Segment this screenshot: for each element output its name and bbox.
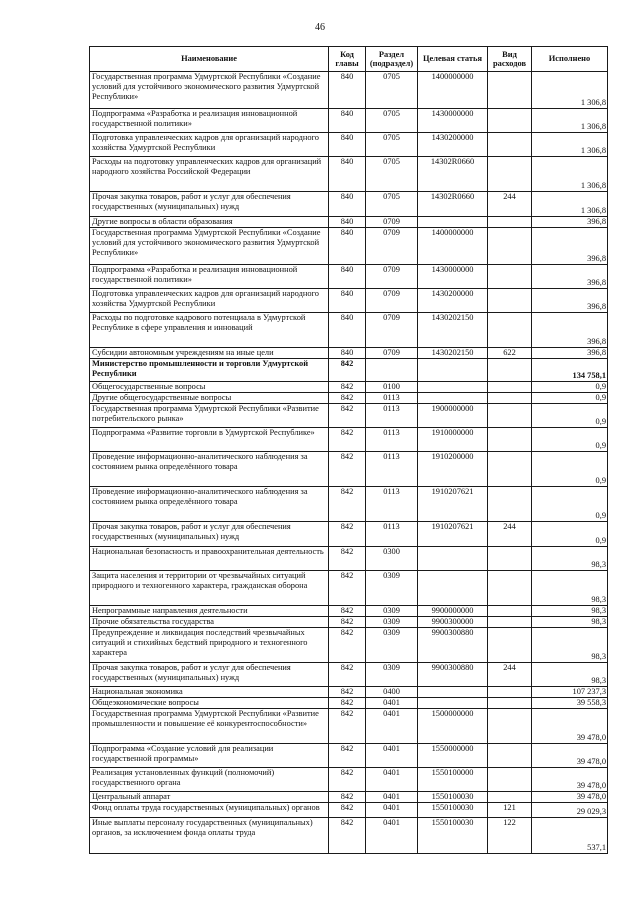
table-row (90, 803, 608, 818)
cell-section: 0113 (366, 487, 418, 522)
cell-article: 1550100030 (418, 818, 488, 854)
table-row (90, 768, 608, 792)
col-header-executed: Исполнено (532, 47, 608, 72)
cell-code: 842 (329, 628, 366, 663)
cell-executed: 39 478,0 (532, 792, 608, 803)
table-row (90, 452, 608, 487)
cell-type (488, 265, 532, 289)
table-row (90, 217, 608, 228)
cell-section: 0709 (366, 265, 418, 289)
cell-article: 1910000000 (418, 428, 488, 452)
col-header-section: Раздел (подраздел) (366, 47, 418, 72)
cell-executed: 396,8 (532, 228, 608, 265)
cell-name: Прочая закупка товаров, работ и услуг для обеспечения государственных (муниципальных) нужд (90, 663, 329, 687)
cell-code: 842 (329, 359, 366, 382)
table-row (90, 133, 608, 157)
cell-section: 0309 (366, 628, 418, 663)
cell-executed: 0,9 (532, 393, 608, 404)
cell-name: Общеэкономические вопросы (90, 698, 329, 709)
cell-executed: 0,9 (532, 522, 608, 547)
cell-type: 244 (488, 663, 532, 687)
table-row (90, 744, 608, 768)
table-row (90, 606, 608, 617)
cell-name: Государственная программа Удмуртской Республики «Развитие промышленности и повышение её конкурентоспособности» (90, 709, 329, 744)
cell-code: 840 (329, 217, 366, 228)
cell-name: Расходы на подготовку управленческих кадров для организаций народного хозяйства Российской Федерации (90, 157, 329, 192)
cell-name: Другие вопросы в области образования (90, 217, 329, 228)
cell-article: 14302R0660 (418, 157, 488, 192)
cell-name: Другие общегосударственные вопросы (90, 393, 329, 404)
cell-name: Подготовка управленческих кадров для организаций народного хозяйства Удмуртской Республики (90, 289, 329, 313)
cell-article: 1550100000 (418, 768, 488, 792)
cell-executed: 98,3 (532, 606, 608, 617)
cell-section: 0709 (366, 228, 418, 265)
cell-section: 0309 (366, 606, 418, 617)
cell-section: 0300 (366, 547, 418, 571)
table-row (90, 192, 608, 217)
cell-executed: 1 306,8 (532, 109, 608, 133)
cell-name: Национальная экономика (90, 687, 329, 698)
cell-code: 840 (329, 72, 366, 109)
cell-type (488, 687, 532, 698)
table-row (90, 818, 608, 854)
cell-article: 9900300000 (418, 617, 488, 628)
cell-name: Иные выплаты персоналу государственных (муниципальных) органов, за исключением фонда оплаты труда (90, 818, 329, 854)
table-row (90, 663, 608, 687)
cell-code: 840 (329, 348, 366, 359)
cell-type (488, 109, 532, 133)
cell-article: 1400000000 (418, 72, 488, 109)
cell-type (488, 698, 532, 709)
cell-name: Фонд оплаты труда государственных (муниципальных) органов (90, 803, 329, 818)
cell-executed: 1 306,8 (532, 72, 608, 109)
table-row (90, 428, 608, 452)
cell-code: 842 (329, 744, 366, 768)
cell-article: 1550100030 (418, 792, 488, 803)
table-row (90, 792, 608, 803)
cell-type (488, 571, 532, 606)
cell-type: 622 (488, 348, 532, 359)
cell-section: 0113 (366, 428, 418, 452)
cell-code: 842 (329, 687, 366, 698)
cell-executed: 0,9 (532, 428, 608, 452)
cell-executed: 1 306,8 (532, 133, 608, 157)
cell-type (488, 487, 532, 522)
cell-section: 0400 (366, 687, 418, 698)
cell-name: Непрограммные направления деятельности (90, 606, 329, 617)
cell-code: 842 (329, 487, 366, 522)
cell-name: Государственная программа Удмуртской Республики «Создание условий для устойчивого экономического развития Удмуртской Республики» (90, 228, 329, 265)
cell-article: 1500000000 (418, 709, 488, 744)
table-row (90, 687, 608, 698)
cell-name: Подпрограмма «Разработка и реализация инновационной государственной политики» (90, 109, 329, 133)
cell-section: 0309 (366, 663, 418, 687)
cell-article: 1400000000 (418, 228, 488, 265)
cell-code: 842 (329, 803, 366, 818)
table-row (90, 72, 608, 109)
cell-code: 842 (329, 768, 366, 792)
cell-name: Подпрограмма «Создание условий для реализации государственной программы» (90, 744, 329, 768)
cell-code: 840 (329, 192, 366, 217)
cell-type (488, 744, 532, 768)
cell-type (488, 404, 532, 428)
cell-code: 842 (329, 571, 366, 606)
cell-name: Реализация установленных функций (полномочий) государственного органа (90, 768, 329, 792)
cell-section: 0113 (366, 404, 418, 428)
cell-executed: 396,8 (532, 265, 608, 289)
cell-section: 0309 (366, 571, 418, 606)
cell-executed: 537,1 (532, 818, 608, 854)
cell-article: 1910207621 (418, 522, 488, 547)
cell-section: 0709 (366, 289, 418, 313)
table-row (90, 228, 608, 265)
cell-article: 14302R0660 (418, 192, 488, 217)
table-row (90, 571, 608, 606)
cell-name: Проведение информационно-аналитического наблюдения за состоянием рынка определённого товара (90, 487, 329, 522)
cell-executed: 1 306,8 (532, 192, 608, 217)
cell-executed: 39 478,0 (532, 709, 608, 744)
cell-article: 9900000000 (418, 606, 488, 617)
cell-section: 0113 (366, 452, 418, 487)
cell-code: 842 (329, 522, 366, 547)
cell-name: Государственная программа Удмуртской Республики «Развитие потребительского рынка» (90, 404, 329, 428)
cell-code: 842 (329, 617, 366, 628)
cell-type: 122 (488, 818, 532, 854)
col-header-type: Вид расходов (488, 47, 532, 72)
cell-code: 842 (329, 452, 366, 487)
cell-section: 0705 (366, 72, 418, 109)
table-row (90, 487, 608, 522)
table-row (90, 393, 608, 404)
cell-executed: 98,3 (532, 571, 608, 606)
cell-name: Защита населения и территории от чрезвычайных ситуаций природного и техногенного характера, гражданская оборона (90, 571, 329, 606)
table-row (90, 265, 608, 289)
cell-section: 0709 (366, 217, 418, 228)
cell-code: 842 (329, 709, 366, 744)
cell-name: Общегосударственные вопросы (90, 382, 329, 393)
cell-article (418, 571, 488, 606)
cell-code: 840 (329, 228, 366, 265)
cell-section (366, 359, 418, 382)
cell-code: 840 (329, 289, 366, 313)
cell-section: 0709 (366, 313, 418, 348)
table-row (90, 359, 608, 382)
cell-name: Подпрограмма «Развитие торговли в Удмуртской Республике» (90, 428, 329, 452)
cell-name: Подготовка управленческих кадров для организаций народного хозяйства Удмуртской Республики (90, 133, 329, 157)
cell-name: Центральный аппарат (90, 792, 329, 803)
cell-executed: 98,3 (532, 663, 608, 687)
cell-section: 0705 (366, 109, 418, 133)
cell-executed: 0,9 (532, 404, 608, 428)
cell-article: 1430000000 (418, 109, 488, 133)
cell-article: 1910200000 (418, 452, 488, 487)
cell-section: 0401 (366, 744, 418, 768)
cell-executed: 39 478,0 (532, 768, 608, 792)
cell-code: 842 (329, 382, 366, 393)
cell-name: Подпрограмма «Разработка и реализация инновационной государственной политики» (90, 265, 329, 289)
cell-type (488, 428, 532, 452)
cell-section: 0401 (366, 698, 418, 709)
cell-executed: 1 306,8 (532, 157, 608, 192)
cell-section: 0113 (366, 522, 418, 547)
cell-name: Министерство промышленности и торговли Удмуртской Республики (90, 359, 329, 382)
cell-code: 842 (329, 818, 366, 854)
cell-name: Субсидии автономным учреждениям на иные цели (90, 348, 329, 359)
cell-executed: 0,9 (532, 382, 608, 393)
col-header-name: Наименование (90, 47, 329, 72)
cell-type (488, 72, 532, 109)
table-row (90, 157, 608, 192)
table-row (90, 698, 608, 709)
cell-type (488, 133, 532, 157)
cell-executed: 0,9 (532, 452, 608, 487)
cell-type (488, 792, 532, 803)
cell-type (488, 313, 532, 348)
cell-article: 1550000000 (418, 744, 488, 768)
cell-name: Национальная безопасность и правоохранительная деятельность (90, 547, 329, 571)
cell-name: Предупреждение и ликвидация последствий чрезвычайных ситуаций и стихийных бедствий природного и техногенного характера (90, 628, 329, 663)
cell-code: 842 (329, 428, 366, 452)
table-row (90, 348, 608, 359)
cell-code: 840 (329, 109, 366, 133)
cell-type (488, 617, 532, 628)
table-row (90, 628, 608, 663)
cell-article (418, 698, 488, 709)
cell-section: 0401 (366, 709, 418, 744)
cell-executed: 39 478,0 (532, 744, 608, 768)
cell-type (488, 768, 532, 792)
cell-section: 0309 (366, 617, 418, 628)
cell-section: 0705 (366, 192, 418, 217)
cell-type (488, 217, 532, 228)
cell-section: 0113 (366, 393, 418, 404)
cell-article (418, 382, 488, 393)
cell-section: 0705 (366, 157, 418, 192)
cell-executed: 98,3 (532, 628, 608, 663)
cell-executed: 396,8 (532, 313, 608, 348)
cell-article (418, 217, 488, 228)
cell-article: 1430200000 (418, 133, 488, 157)
cell-type (488, 452, 532, 487)
table-body (90, 72, 608, 854)
cell-article (418, 359, 488, 382)
col-header-article: Целевая статья (418, 47, 488, 72)
cell-article: 9900300880 (418, 628, 488, 663)
table-row (90, 404, 608, 428)
cell-type (488, 628, 532, 663)
cell-type (488, 393, 532, 404)
cell-name: Прочая закупка товаров, работ и услуг для обеспечения государственных (муниципальных) нужд (90, 192, 329, 217)
cell-executed: 39 558,3 (532, 698, 608, 709)
table-row (90, 522, 608, 547)
cell-name: Проведение информационно-аналитического наблюдения за состоянием рынка определённого товара (90, 452, 329, 487)
cell-type (488, 228, 532, 265)
cell-section: 0401 (366, 768, 418, 792)
table-row (90, 382, 608, 393)
table-row (90, 313, 608, 348)
cell-code: 842 (329, 393, 366, 404)
cell-name: Прочие обязательства государства (90, 617, 329, 628)
table-row (90, 709, 608, 744)
cell-code: 842 (329, 547, 366, 571)
cell-section: 0100 (366, 382, 418, 393)
cell-code: 840 (329, 265, 366, 289)
cell-code: 840 (329, 157, 366, 192)
cell-executed: 396,8 (532, 217, 608, 228)
cell-type (488, 289, 532, 313)
cell-article (418, 393, 488, 404)
expenditure-table (89, 46, 608, 854)
cell-code: 842 (329, 792, 366, 803)
cell-type (488, 382, 532, 393)
cell-executed: 107 237,3 (532, 687, 608, 698)
table-row (90, 109, 608, 133)
cell-type: 121 (488, 803, 532, 818)
cell-article (418, 547, 488, 571)
cell-section: 0709 (366, 348, 418, 359)
cell-article: 1430202150 (418, 313, 488, 348)
cell-executed: 98,3 (532, 547, 608, 571)
cell-article: 9900300880 (418, 663, 488, 687)
cell-executed: 29 029,3 (532, 803, 608, 818)
cell-section: 0705 (366, 133, 418, 157)
cell-section: 0401 (366, 818, 418, 854)
cell-executed: 98,3 (532, 617, 608, 628)
cell-article (418, 687, 488, 698)
table-row (90, 289, 608, 313)
cell-type: 244 (488, 192, 532, 217)
cell-name: Государственная программа Удмуртской Республики «Создание условий для устойчивого экономического развития Удмуртской Республики» (90, 72, 329, 109)
table-row (90, 547, 608, 571)
cell-name: Прочая закупка товаров, работ и услуг для обеспечения государственных (муниципальных) нужд (90, 522, 329, 547)
cell-code: 842 (329, 404, 366, 428)
cell-article: 1430000000 (418, 265, 488, 289)
cell-article: 1430202150 (418, 348, 488, 359)
cell-article: 1910207621 (418, 487, 488, 522)
table-row (90, 617, 608, 628)
cell-section: 0401 (366, 792, 418, 803)
cell-article: 1900000000 (418, 404, 488, 428)
cell-type (488, 606, 532, 617)
cell-executed: 396,8 (532, 289, 608, 313)
cell-type (488, 709, 532, 744)
cell-type: 244 (488, 522, 532, 547)
cell-executed: 0,9 (532, 487, 608, 522)
cell-code: 840 (329, 313, 366, 348)
cell-code: 840 (329, 133, 366, 157)
cell-article: 1550100030 (418, 803, 488, 818)
table-header-row (90, 47, 608, 72)
cell-code: 842 (329, 698, 366, 709)
cell-type (488, 547, 532, 571)
col-header-code: Код главы (329, 47, 366, 72)
cell-type (488, 359, 532, 382)
cell-article: 1430200000 (418, 289, 488, 313)
cell-code: 842 (329, 663, 366, 687)
cell-section: 0401 (366, 803, 418, 818)
page-number: 46 (315, 22, 325, 33)
cell-type (488, 157, 532, 192)
cell-name: Расходы по подготовке кадрового потенциала в Удмуртской Республике в сфере управления и инноваций (90, 313, 329, 348)
cell-executed: 134 758,1 (532, 359, 608, 382)
cell-executed: 396,8 (532, 348, 608, 359)
cell-code: 842 (329, 606, 366, 617)
